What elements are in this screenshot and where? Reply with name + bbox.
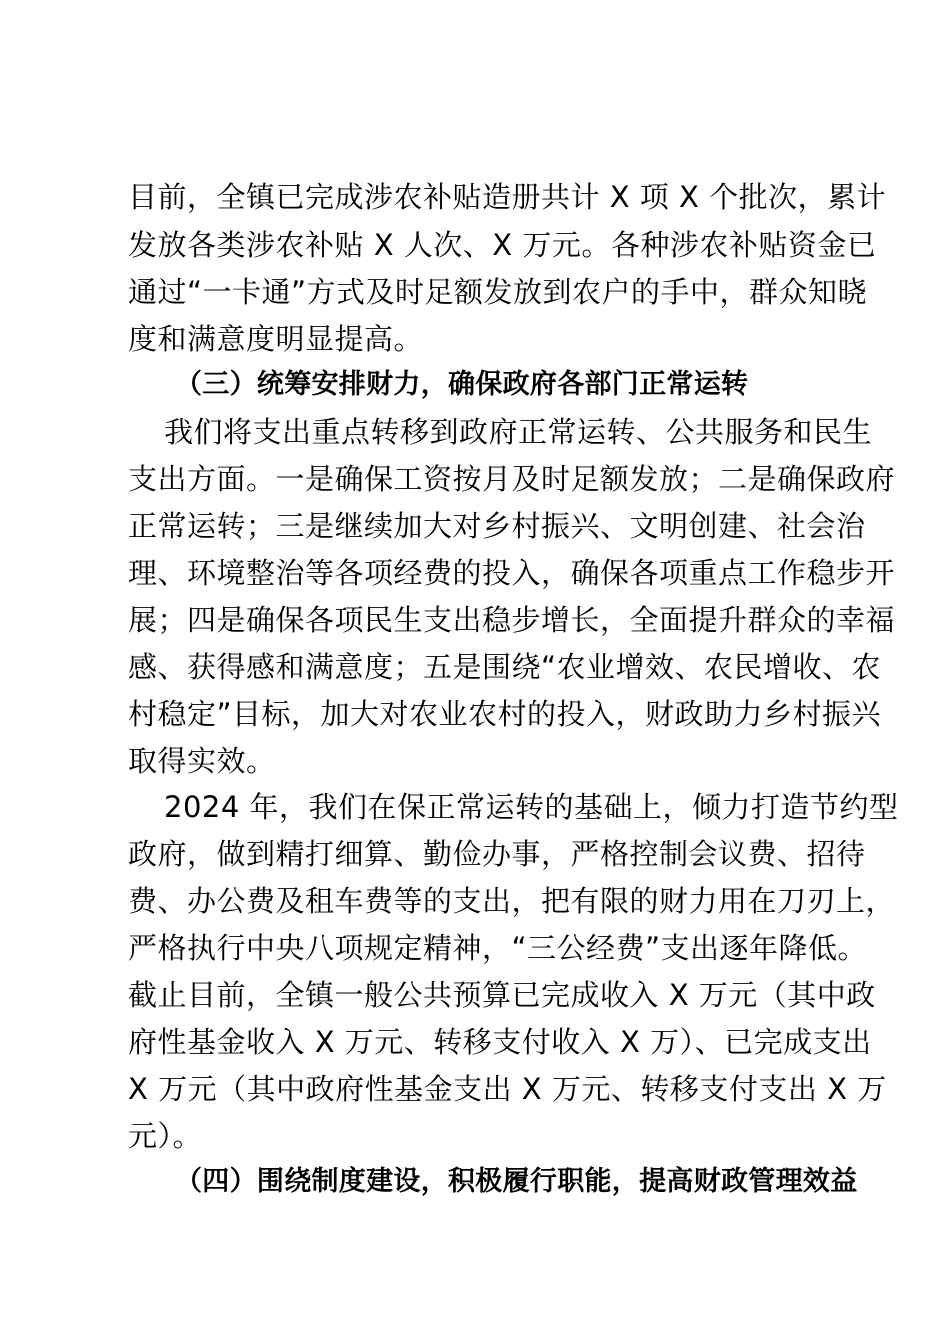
text-line: 元）。 xyxy=(128,1119,203,1153)
text-line: 费、办公费及租车费等的支出，把有限的财力用在刀刃上， xyxy=(128,884,896,918)
text-line: 截止目前，全镇一般公共预算已完成收入 X 万元（其中政 xyxy=(128,978,876,1012)
text-line: 严格执行中央八项规定精神，“三公经费”支出逐年降低。 xyxy=(128,931,868,965)
text-line: 目前，全镇已完成涉农补贴造册共计 X 项 X 个批次，累计 xyxy=(128,180,887,214)
section-heading-4: （四）围绕制度建设，积极履行职能，提高财政管理效益 xyxy=(175,1166,858,1197)
text-line: 理、环境整治等各项经费的投入，确保各项重点工作稳步开 xyxy=(128,556,896,590)
text-line: 我们将支出重点转移到政府正常运转、公共服务和民生 xyxy=(164,415,873,449)
section-heading-3: （三）统筹安排财力，确保政府各部门正常运转 xyxy=(175,369,749,400)
text-line: 度和满意度明显提高。 xyxy=(128,322,424,356)
text-line: X 万元（其中政府性基金支出 X 万元、转移支付支出 X 万 xyxy=(128,1072,887,1106)
text-line: 通过“一卡通”方式及时足额发放到农户的手中，群众知晓 xyxy=(128,275,868,309)
text-line: 村稳定”目标，加大对农业农村的投入，财政助力乡村振兴 xyxy=(128,697,882,731)
text-line: 展；四是确保各项民生支出稳步增长，全面提升群众的幸福 xyxy=(128,603,896,637)
text-line: 取得实效。 xyxy=(128,744,276,778)
text-line: 府性基金收入 X 万元、转移支付收入 X 万）、已完成支出 xyxy=(128,1025,872,1059)
text-line: 支出方面。一是确保工资按月及时足额发放；二是确保政府 xyxy=(128,462,896,496)
text-line: 政府，做到精打细算、勤俭办事，严格控制会议费、招待 xyxy=(128,837,866,871)
text-line: 正常运转；三是继续加大对乡村振兴、文明创建、社会治 xyxy=(128,509,866,543)
text-line: 发放各类涉农补贴 X 人次、X 万元。各种涉农补贴资金已 xyxy=(128,228,877,262)
text-line: 2024 年，我们在保正常运转的基础上，倾力打造节约型 xyxy=(164,790,899,824)
text-line: 感、获得感和满意度；五是围绕“农业增效、农民增收、农 xyxy=(128,650,882,684)
